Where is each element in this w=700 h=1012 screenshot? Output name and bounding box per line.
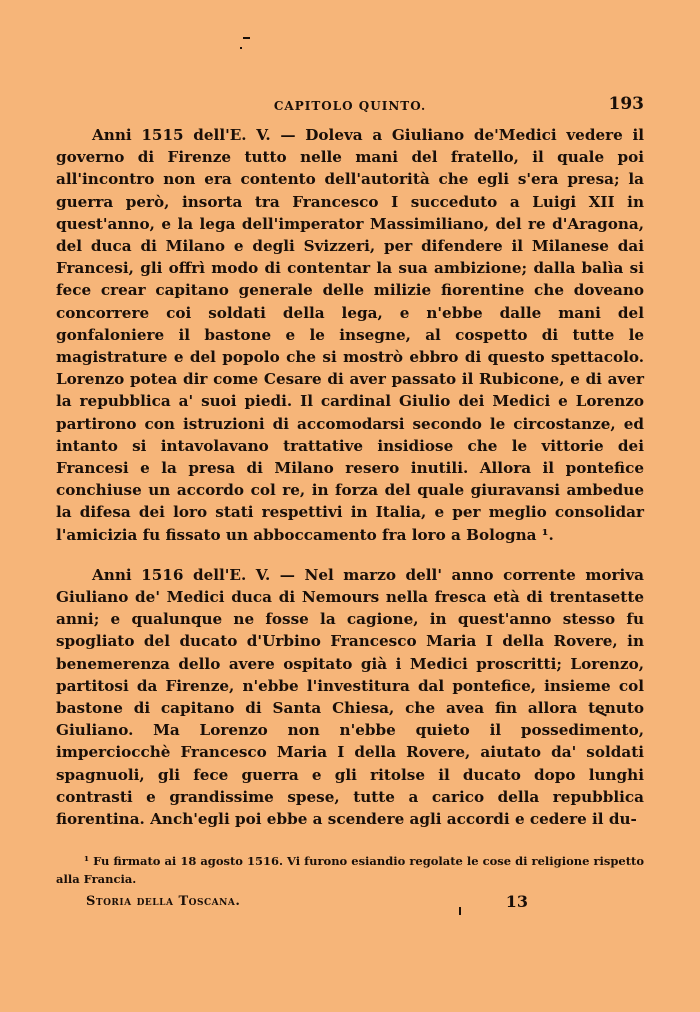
running-title: CAPITOLO QUINTO. bbox=[273, 99, 427, 113]
paragraph-1515 bbox=[56, 124, 644, 546]
page-number: 193 bbox=[608, 94, 644, 114]
printer-signature: Storia della Toscana. bbox=[86, 894, 241, 910]
paragraph-text: — Doleva a Giuliano de'Medici vedere il governo di Firenze tutto nelle mani del fratello, il quale poi all'incontro non era contento dell'autorità che egli s'era presa; la guerra però, insorta tra Francesco I succeduto a Luigi XII in quest'anno, e la lega dell'imperator Massimiliano, del re d'Aragona, del duca di Milano e degli Svizzeri, per difendere il Milanese dai Francesi, gli offrì modo di contentar la sua ambizione; dalla balìa si fece crear capitano generale delle milizie fiorentine che doveano concorrere coi soldati della lega, e n'ebbe dalle mani del gonfaloniere il bastone e le insegne, al cospetto di tutte le magistrature e del popolo che si mostrò ebbro di questo spettacolo. Lorenzo potea dir come Cesare di aver passato il Rubicone, e di aver la repubblica a' suoi piedi. Il cardinal Giulio dei Medici e Lorenzo partirono con istruzioni di accomodarsi secondo le circostanze, ed intanto si intavolavano trattative insidiose che le vittorie dei Francesi e la presa di Milano resero inutili. Allora il pontefice conchiuse un accordo col re, in forza del quale giuravansi ambedue la difesa dei loro stati respettivi in Italia, e per meglio consolidar l'amicizia fu fissato un abboccamento fra loro a Bologna ¹. bbox=[56, 126, 644, 544]
year-heading-1516: Anni 1516 dell'E. V. bbox=[92, 565, 271, 584]
paragraph-text: — Nel marzo dell' anno corrente moriva Giuliano de' Medici duca di Nemours nella fresca età di trentasette anni; e qualunque ne fosse la cagione, in quest'anno stesso fu spogliato del ducato d'Urbino Francesco Maria I della Rovere, in benemerenza dello avere ospitato già i Medici proscritti; Lorenzo, partitosi da Firenze, n'ebbe l'investitura dal pontefice, insieme col bastone di capitano di Santa Chiesa, che avea fin allora tenuto Giuliano. Ma Lorenzo non n'ebbe quieto il possedimento, imperciocchè Francesco Maria I della Rovere, aiutato da' soldati spagnuoli, gli fece guerra e gli ritolse il ducato dopo lunghi contrasti e grandissime spese, tutte a carico della repubblica fiorentina. Anch'egli poi ebbe a scendere agli accordi e cedere il du- bbox=[56, 565, 644, 829]
year-heading-1515: Anni 1515 dell'E. V. bbox=[92, 126, 271, 144]
signature-number: 13 bbox=[505, 892, 528, 912]
paragraph-1516 bbox=[56, 564, 644, 830]
signature-line bbox=[56, 892, 644, 916]
ink-speck bbox=[243, 37, 250, 39]
footnote: ¹ Fu firmato ai 18 agosto 1516. Vi furono esiandio regolate le cose di religione rispetto alla Francia. bbox=[56, 854, 644, 887]
ink-speck bbox=[240, 47, 242, 49]
book-page bbox=[56, 92, 644, 916]
running-head bbox=[56, 92, 644, 118]
